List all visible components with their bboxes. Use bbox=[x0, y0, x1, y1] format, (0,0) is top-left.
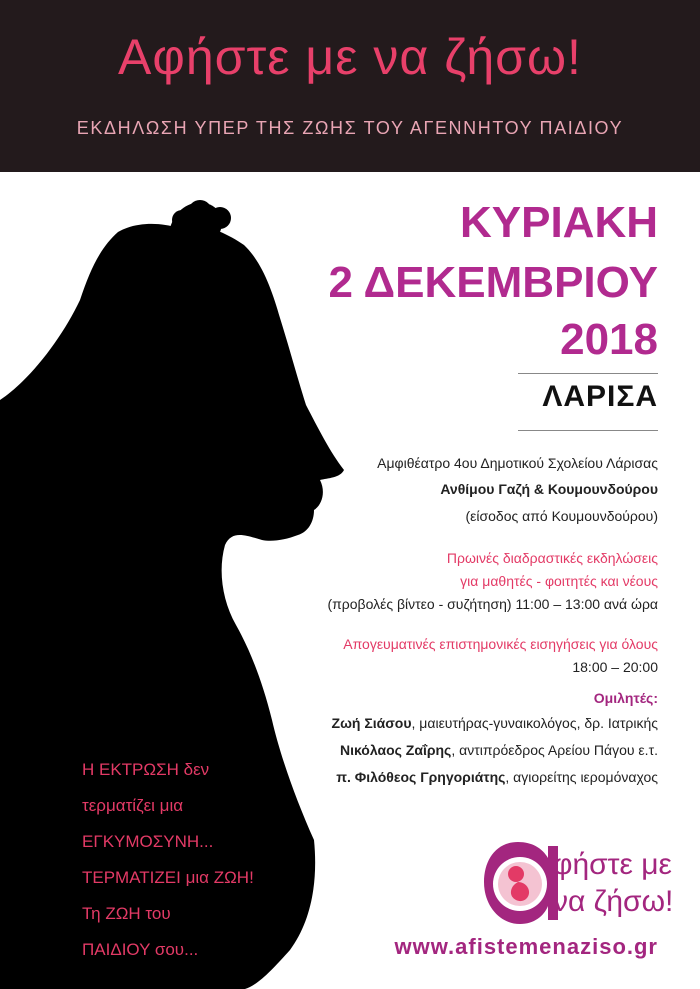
message-line: ΤΕΡΜΑΤΙΖΕΙ μια ΖΩΗ! bbox=[82, 868, 254, 887]
header-banner bbox=[0, 0, 700, 172]
speaker-role: , μαιευτήρας-γυναικολόγος, δρ. Ιατρικής bbox=[411, 715, 658, 731]
speaker-role: , αγιορείτης ιερομόναχος bbox=[505, 769, 658, 785]
page-title: Αφήστε με να ζήσω! bbox=[118, 29, 582, 85]
message-line: ΕΓΚΥΜΟΣΥΝΗ... bbox=[82, 832, 214, 851]
morning-line-1: Πρωινές διαδραστικές εκδηλώσεις bbox=[446, 550, 658, 566]
message-line: Η ΕΚΤΡΩΣΗ δεν bbox=[82, 760, 210, 779]
message-line: ΠΑΙΔΙΟΥ σου... bbox=[82, 940, 199, 959]
logo-text-line-1: φήστε με bbox=[553, 848, 672, 881]
speaker-name: Νικόλαος Ζαΐρης bbox=[339, 742, 452, 758]
event-day: ΚΥΡΙΑΚΗ bbox=[459, 198, 658, 247]
speaker-item bbox=[336, 769, 658, 785]
message-line: Τη ΖΩΗ του bbox=[82, 904, 171, 923]
speaker-role: , αντιπρόεδρος Αρείου Πάγου ε.τ. bbox=[451, 742, 658, 758]
speaker-item bbox=[332, 715, 658, 731]
speaker-item bbox=[340, 742, 658, 758]
divider-top bbox=[518, 373, 658, 374]
logo-text-line-2: να ζήσω! bbox=[553, 885, 674, 918]
event-date: 2 ΔΕΚΕΜΒΡΙΟΥ bbox=[328, 258, 658, 307]
event-city: ΛΑΡΙΣΑ bbox=[542, 380, 658, 413]
afternoon-line-1: Απογευματινές επιστημονικές εισηγήσεις για όλους bbox=[343, 636, 658, 652]
morning-line-2: για μαθητές - φοιτητές και νέους bbox=[460, 573, 658, 589]
website-link[interactable]: www.afistemenaziso.gr bbox=[394, 934, 658, 959]
message-line: τερματίζει μια bbox=[82, 796, 184, 815]
afternoon-time: 18:00 – 20:00 bbox=[572, 659, 658, 675]
speakers-heading: Ομιλητές: bbox=[593, 690, 658, 706]
venue-line-1: Αμφιθέατρο 4ου Δημοτικού Σχολείου Λάρισας bbox=[377, 455, 658, 471]
divider-bottom bbox=[518, 430, 658, 431]
speaker-name: Ζωή Σιάσου bbox=[331, 715, 412, 731]
venue-line-3: (είσοδος από Κουμουνδούρου) bbox=[465, 508, 658, 524]
morning-line-3: (προβολές βίντεο - συζήτηση) 11:00 – 13:00 ανά ώρα bbox=[327, 596, 658, 612]
page-subtitle: ΕΚΔΗΛΩΣΗ ΥΠΕΡ ΤΗΣ ΖΩΗΣ ΤΟΥ ΑΓΕΝΝΗΤΟΥ ΠΑΙΔΙΟΥ bbox=[76, 118, 624, 138]
speaker-name: π. Φιλόθεος Γρηγοριάτης bbox=[336, 769, 506, 785]
event-year: 2018 bbox=[560, 315, 658, 364]
venue-line-2: Ανθίμου Γαζή & Κουμουνδούρου bbox=[440, 481, 658, 497]
